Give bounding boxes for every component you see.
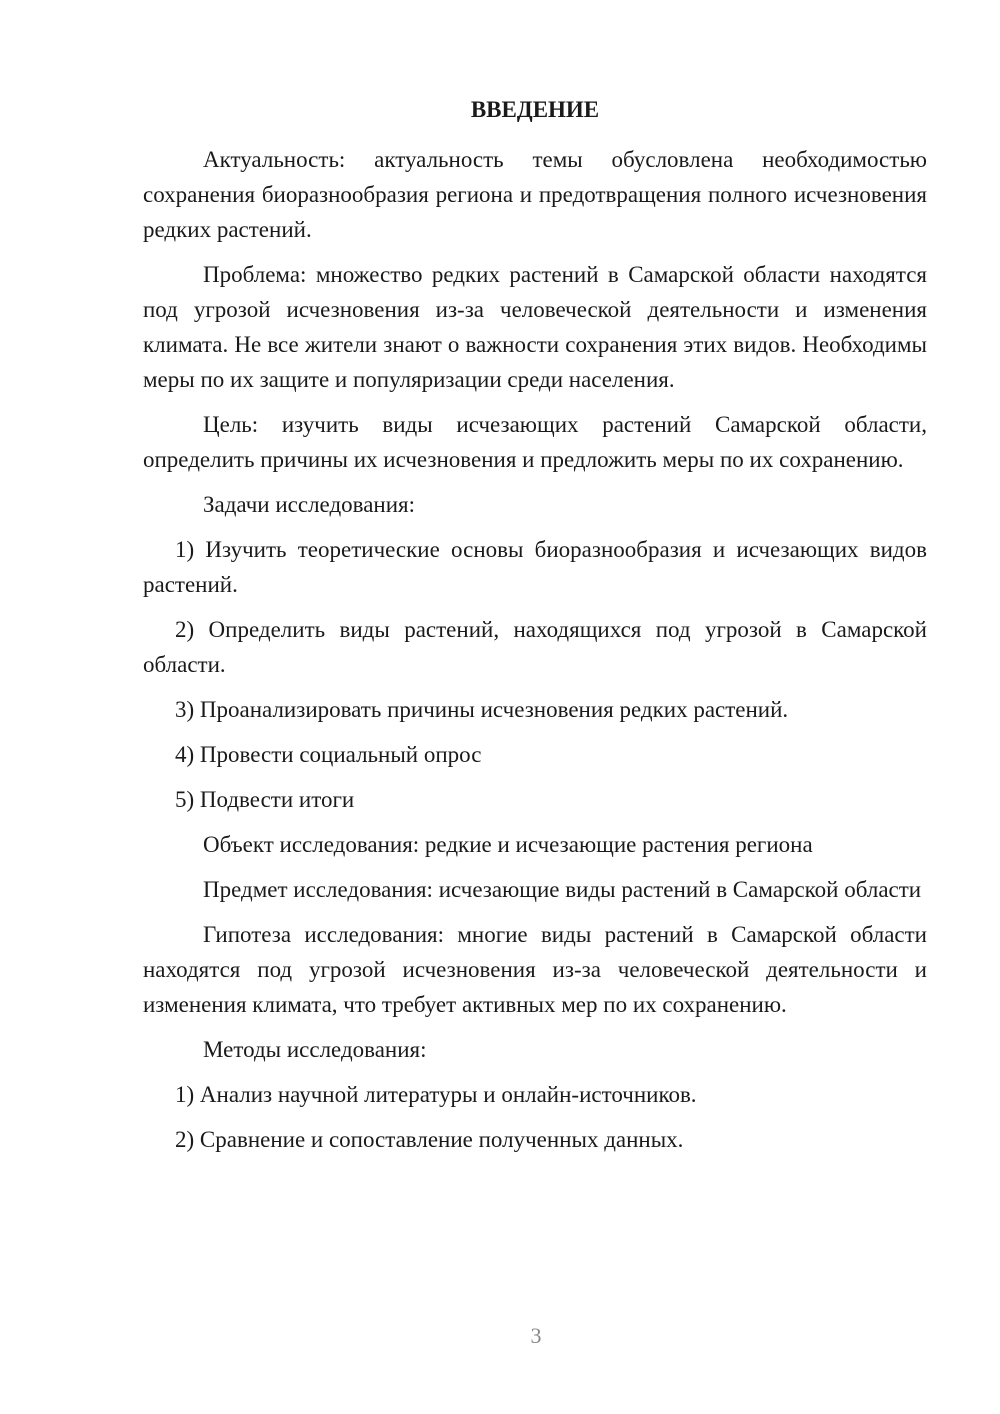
methods-title: Методы исследования: [203, 1037, 427, 1062]
page-title: ВВЕДЕНИЕ [470, 97, 600, 122]
tasks-title: Задачи исследования: [203, 492, 416, 517]
subject-paragraph: Предмет исследования: исчезающие виды растений в Самарской области [203, 877, 922, 902]
goal-paragraph: Цель: изучить виды исчезающих растений Самарской области, определить причины их исчезновения и предложить меры по их сохранению. [143, 412, 927, 472]
problem-paragraph: Проблема: множество редких растений в Самарской области находятся под угрозой исчезновения из-за человеческой деятельности и изменения климата. Не все жители знают о важности сохранения этих видов. Необходимы меры по их защите и популяризации среди населения. [143, 262, 927, 392]
task-item-3: 3) Проанализировать причины исчезновения редких растений. [175, 697, 789, 722]
task-item-1: 1) Изучить теоретические основы биоразнообразия и исчезающих видов растений. [143, 537, 927, 597]
page-number: 3 [530, 1323, 542, 1348]
task-item-2: 2) Определить виды растений, находящихся под угрозой в Самарской области. [143, 617, 927, 677]
method-item-1: 1) Анализ научной литературы и онлайн-источников. [175, 1082, 697, 1107]
task-item-4: 4) Провести социальный опрос [175, 742, 482, 767]
task-item-5: 5) Подвести итоги [175, 787, 355, 812]
hypothesis-paragraph: Гипотеза исследования: многие виды растений в Самарской области находятся под угрозой исчезновения из-за человеческой деятельности и изменения климата, что требует активных мер по их сохранению. [143, 922, 927, 1017]
method-item-2: 2) Сравнение и сопоставление полученных данных. [175, 1127, 684, 1152]
object-paragraph: Объект исследования: редкие и исчезающие растения региона [203, 832, 813, 857]
relevance-paragraph: Актуальность: актуальность темы обусловлена необходимостью сохранения биоразнообразия региона и предотвращения полного исчезновения редких растений. [143, 147, 927, 242]
page-content [143, 96, 927, 1167]
